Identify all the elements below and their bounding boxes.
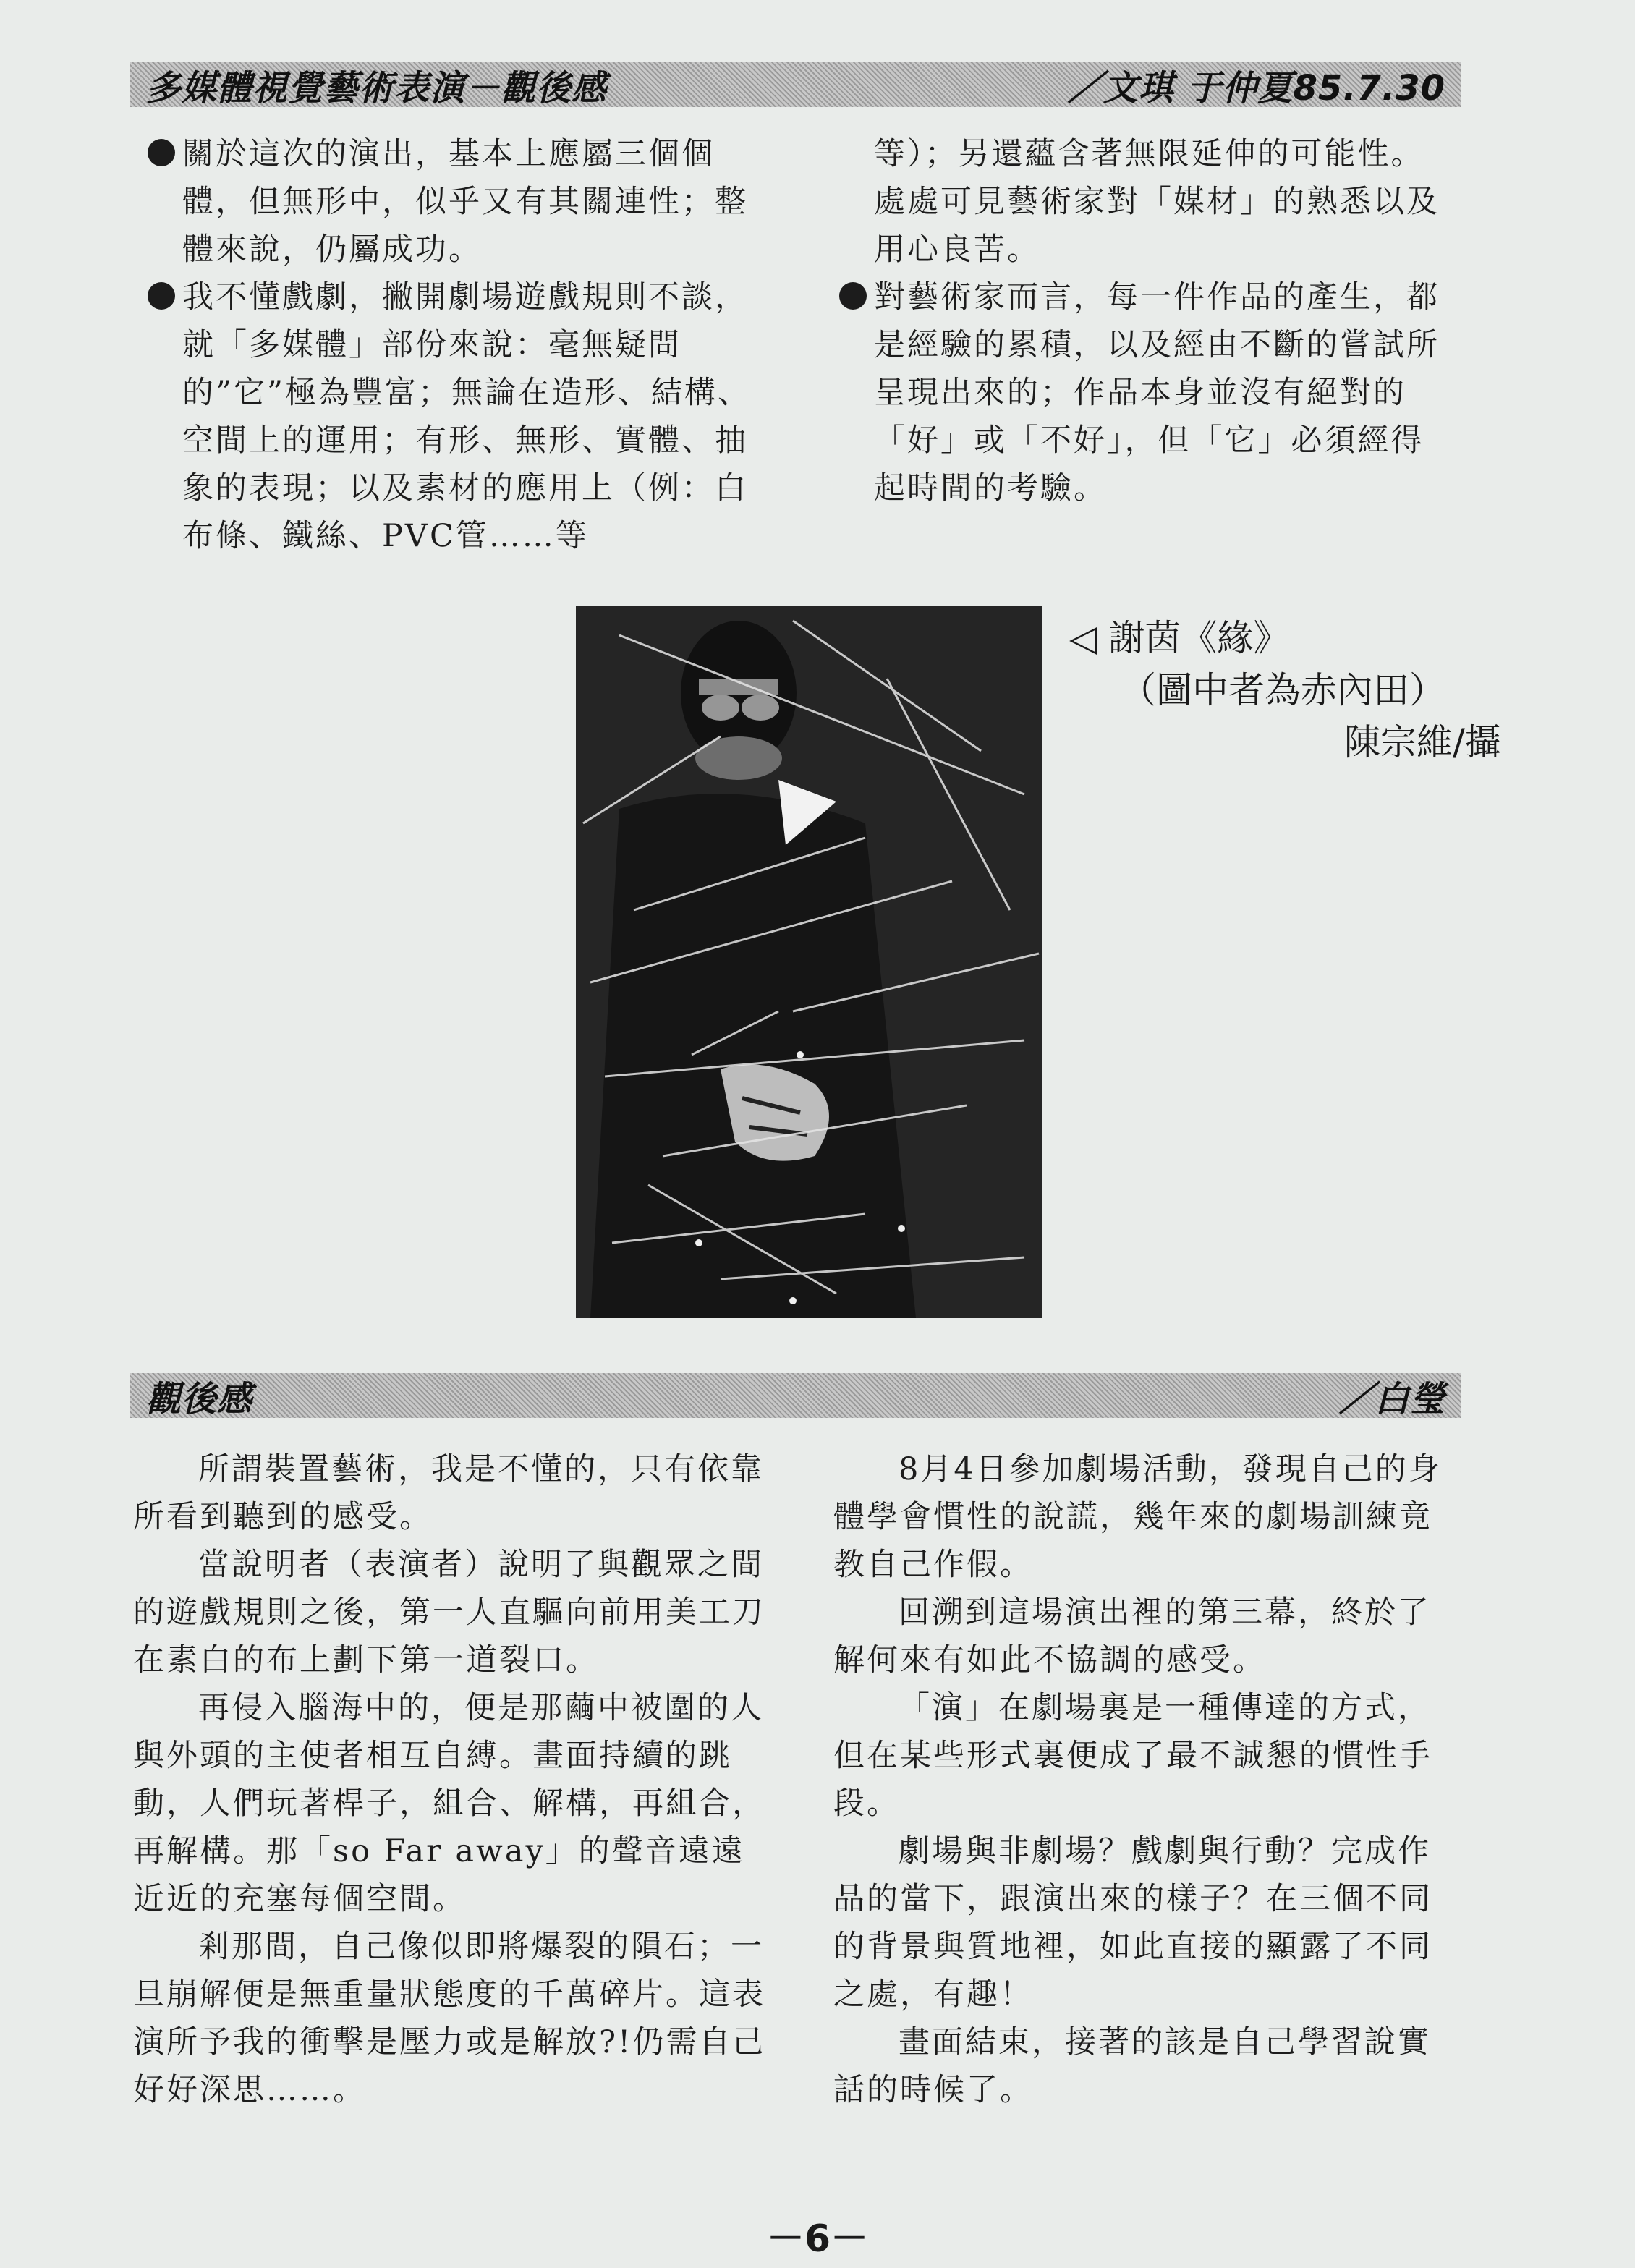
article2-paragraph: 8月4日參加劇場活動，發現自己的身體學會慣性的說謊，幾年來的劇場訓練竟教自己作假。 [833,1451,1442,1583]
caption-title: ◁ 謝茵《緣》 [1069,617,1290,659]
article1-left-column [142,130,771,560]
article1-byline: ／文琪 于仲夏85.7.30 [1067,67,1445,109]
article2-paragraph: 劇場與非劇場？戲劇與行動？完成作品的當下，跟演出來的樣子？在三個不同的背景與質地裡，如此直接的顯露了不同之處，有趣！ [833,1833,1432,2013]
article2-paragraph: 當說明者（表演者）說明了與觀眾之間的遊戲規則之後，第一人直驅向前用美工刀在素白的布上劃下第一道裂口。 [133,1547,765,1678]
article1-right-column [833,130,1456,512]
article2-right-column [833,1445,1456,2114]
article1-point-3 [833,273,1456,512]
article2-paragraph: 畫面結束，接著的該是自己學習說實話的時候了。 [833,2024,1431,2108]
caption-photographer: 陳宗維/攝 [1344,721,1501,763]
article2-title: 觀後感 [146,1378,253,1419]
article2-paragraph: 再侵入腦海中的，便是那繭中被圍的人與外頭的主使者相互自縛。畫面持續的跳動，人們玩著桿子，組合、解構，再組合，再解構。那「so Far away」的聲音遠遠近近的充塞每個空間。 [133,1690,765,1917]
article2-paragraph: 回溯到這場演出裡的第三幕，終於了解何來有如此不協調的感受。 [833,1594,1431,1678]
performance-photo [576,606,1042,1318]
article2-byline: ／白瑩 [1338,1378,1445,1419]
article2-paragraph: 所謂裝置藝術，我是不懂的，只有依靠所看到聽到的感受。 [133,1451,764,1535]
article2-left-column [133,1445,770,2114]
bullet-dot-icon [839,282,867,310]
bullet-dot-icon [148,139,175,166]
article1-point-1 [142,130,771,273]
article1-point-2-text: 我不懂戲劇，撇開劇場遊戲規則不談，就「多媒體」部份來說：毫無疑問的”它”極為豐富；無論在造形、結構、空間上的運用；有形、無形、實體、抽象的表現；以及素材的應用上（例：白布條、鐵絲、PVC管……等 [182,279,751,554]
article1-header [130,62,1461,107]
article1-continuation: 等）；另還蘊含著無限延伸的可能性。處處可見藝術家對「媒材」的熟悉以及用心良苦。 [874,136,1440,268]
article2-header [130,1373,1461,1418]
photo-caption [1069,612,1590,768]
page-number: －6－ [766,2217,869,2261]
article1-point-3-text: 對藝術家而言，每一件作品的產生，都是經驗的累積，以及經由不斷的嘗試所呈現出來的；作品本身並沒有絕對的「好」或「不好」，但「它」必須經得起時間的考驗。 [874,279,1440,506]
article1-point-1-text: 關於這次的演出，基本上應屬三個個體，但無形中，似乎又有其關連性；整體來說，仍屬成功。 [182,136,748,268]
article2-paragraph: 「演」在劇場裏是一種傳達的方式，但在某些形式裏便成了最不誠懇的慣性手段。 [833,1690,1432,1822]
bullet-dot-icon [148,282,175,310]
article2-paragraph: 剎那間，自己像似即將爆裂的隕石；一旦崩解便是無重量狀態度的千萬碎片。這表演所予我的衝擊是壓力或是解放?!仍需自己好好深思……。 [133,1929,766,2108]
article1-point-2 [142,273,771,560]
article1-title: 多媒體視覺藝術表演－觀後感 [146,67,608,109]
caption-subject: （圖中者為赤內田） [1120,669,1445,711]
performance-photo-image [576,606,1042,1318]
